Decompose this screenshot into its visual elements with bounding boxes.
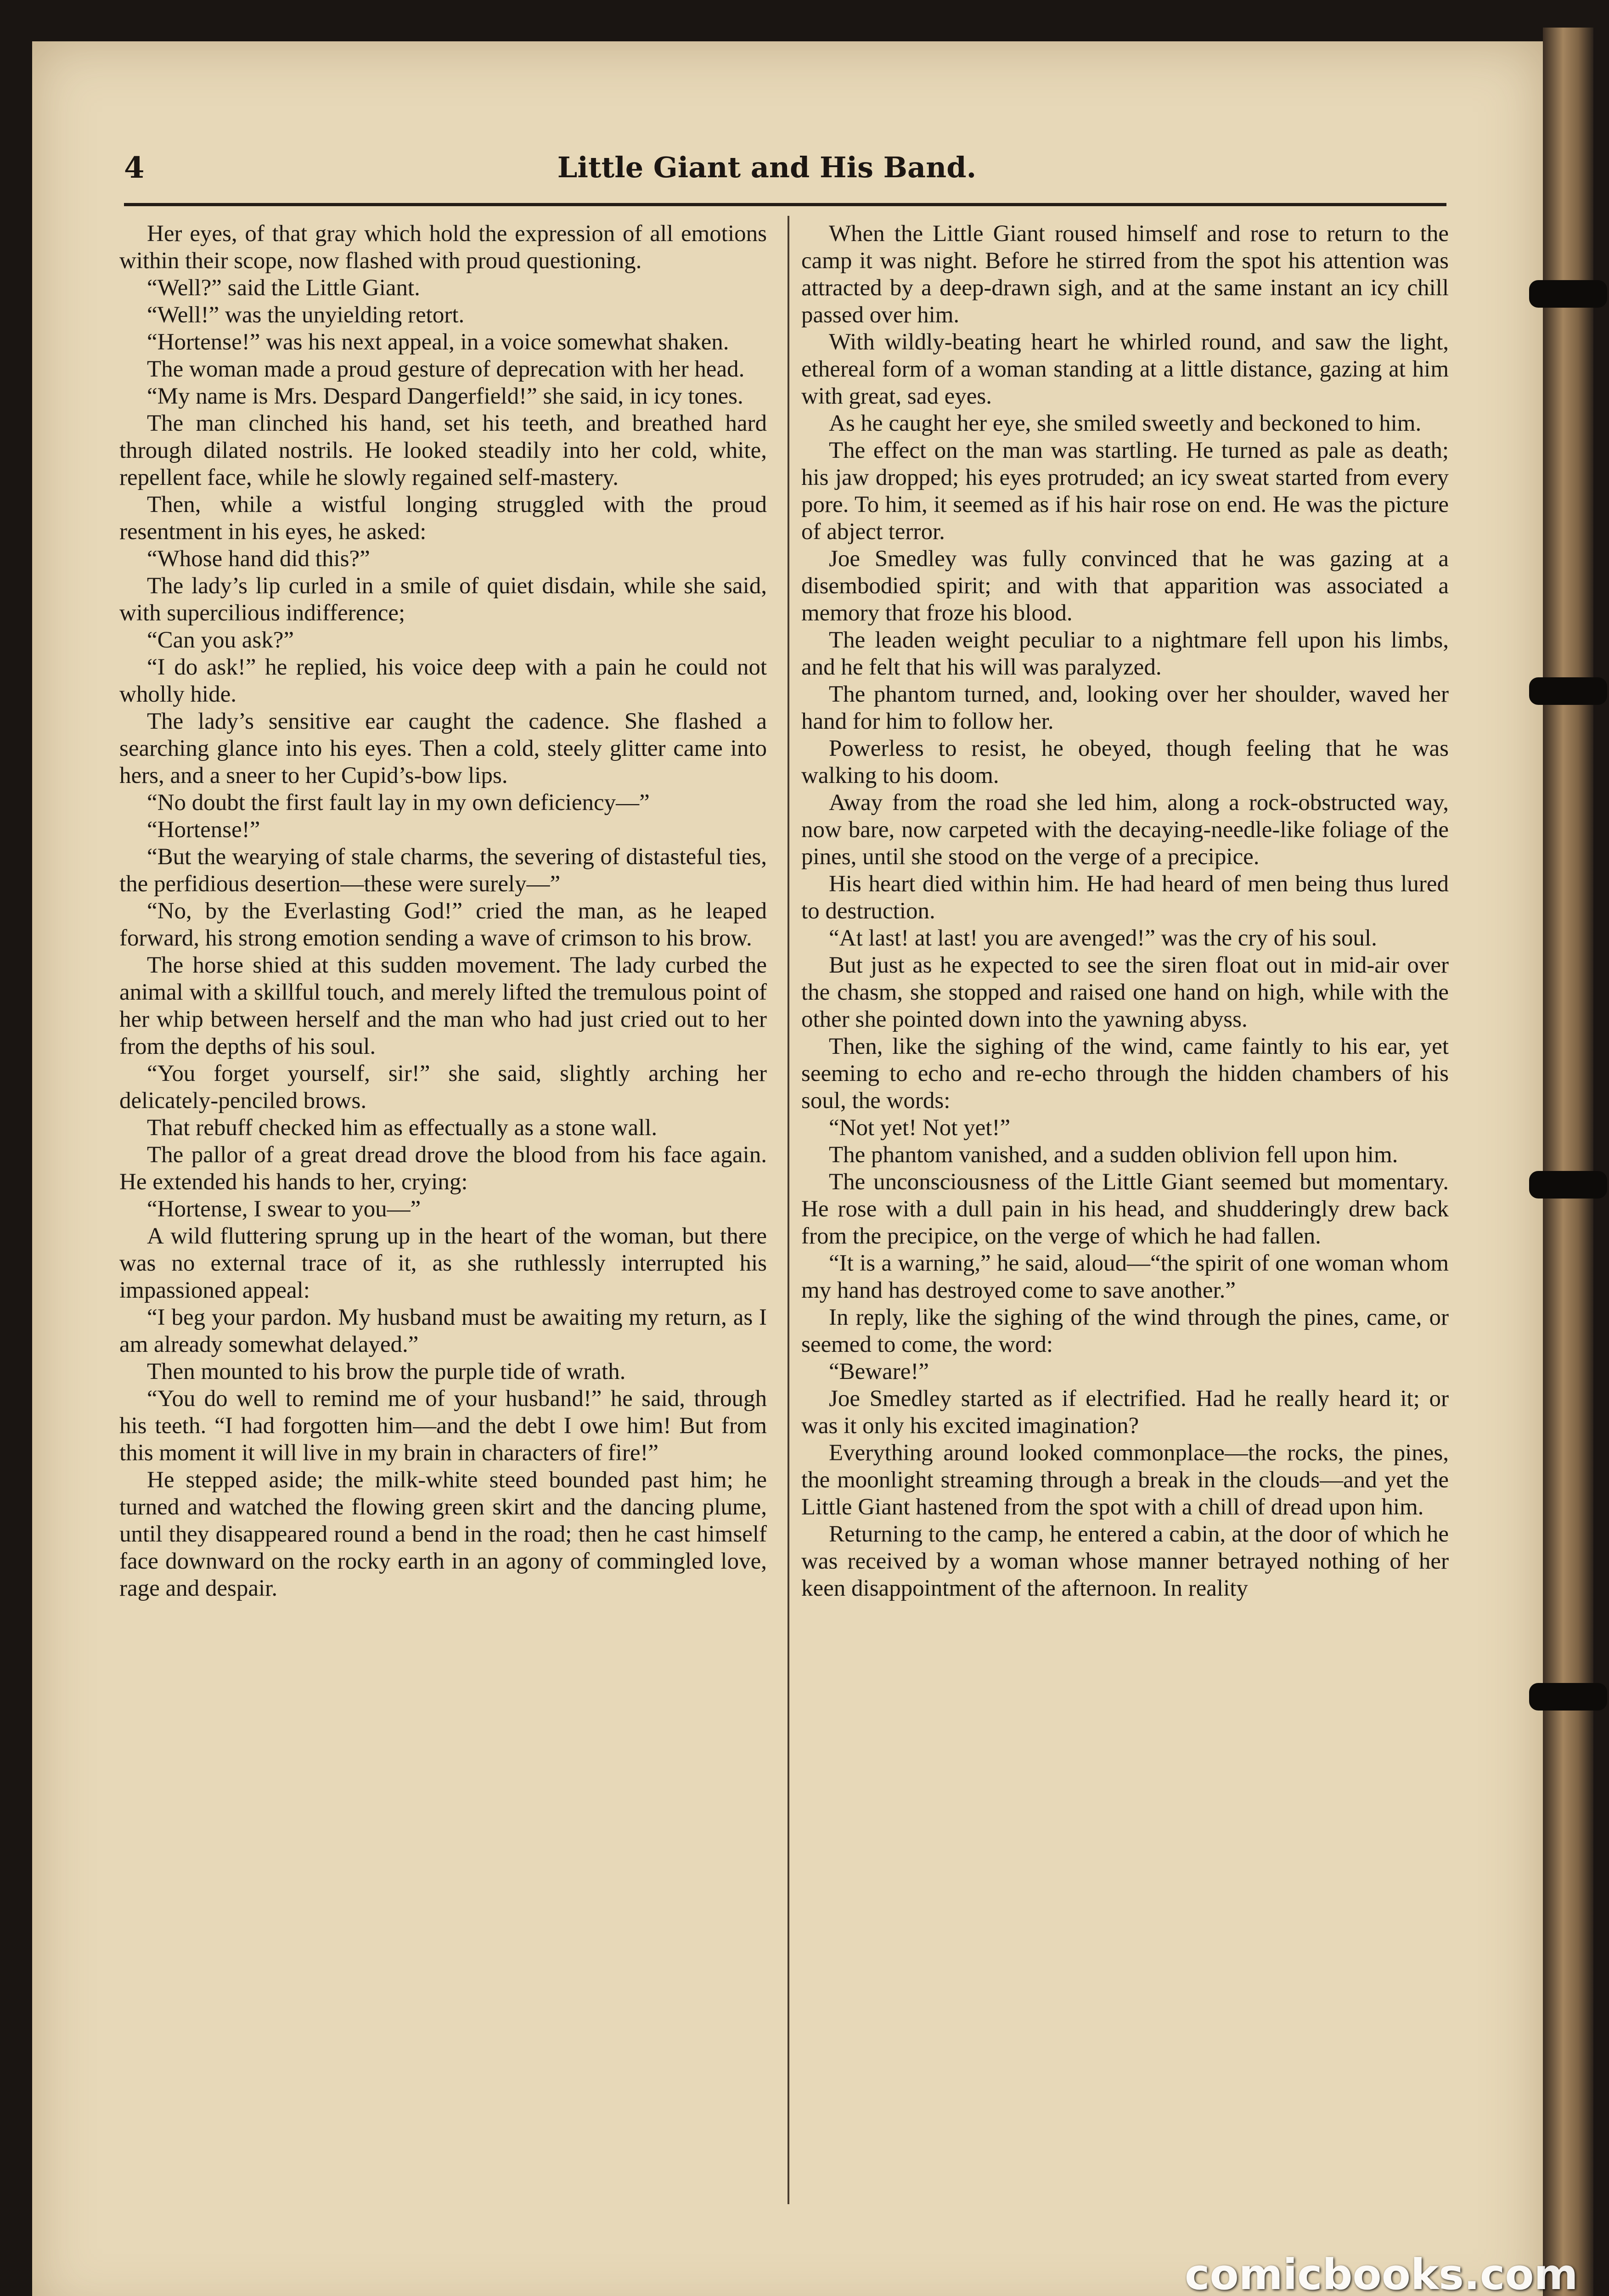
paragraph: The woman made a proud gesture of deprecation with her head. — [147, 356, 745, 382]
paragraph: Then mounted to his brow the purple tide of wrath. — [147, 1359, 626, 1384]
paragraph: “My name is Mrs. Despard Dangerfield!” she said, in icy tones. — [147, 383, 743, 409]
paragraph: “Can you ask?” — [147, 627, 294, 653]
paragraph: Returning to the camp, he entered a cabin, at the door of which he was received by a woman whose manner betrayed nothing of her keen disappointment of the afternoon. In reality — [801, 1521, 1449, 1601]
paragraph: Joe Smedley started as if electrified. Had he really heard it; or was it only his excited imagination? — [801, 1386, 1449, 1439]
paragraph: Powerless to resist, he obeyed, though feeling that he was walking to his doom. — [801, 736, 1449, 788]
paragraph: The phantom vanished, and a sudden oblivion fell upon him. — [829, 1142, 1398, 1168]
running-title: Little Giant and His Band. — [557, 151, 977, 184]
binding-hole — [1529, 677, 1607, 705]
paragraph: Then, like the sighing of the wind, came faintly to his ear, yet seeming to echo and re-echo through the hidden chambers of his soul, the words: — [801, 1034, 1449, 1114]
paragraph: The lady’s sensitive ear caught the cadence. She flashed a searching glance into his eyes. Then a cold, steely glitter came into hers, and a sneer to her Cupid’s-bow lips. — [119, 709, 767, 788]
left-column — [119, 220, 767, 1602]
paragraph: Her eyes, of that gray which hold the expression of all emotions within their scope, now flashed with proud questioning. — [119, 221, 767, 274]
site-watermark: comicbooks.com — [1185, 2250, 1578, 2296]
paragraph: “Hortense!” — [147, 817, 260, 843]
paragraph: Then, while a wistful longing struggled with the proud resentment in his eyes, he asked: — [119, 492, 767, 545]
paragraph: “You do well to remind me of your husband!” he said, through his teeth. “I had forgotten him—and the debt I owe him! But from this moment it will live in my brain in characters of fire!” — [119, 1386, 767, 1466]
column-divider — [788, 216, 789, 2204]
paragraph: In reply, like the sighing of the wind through the pines, came, or seemed to come, the word: — [801, 1305, 1449, 1357]
header-rule — [124, 203, 1446, 206]
paragraph: When the Little Giant roused himself and rose to return to the camp it was night. Before he stirred from the spot his attention was attracted by a deep-drawn sigh, and at the same instant an icy chill passed over him. — [801, 221, 1449, 328]
paragraph: But just as he expected to see the siren float out in mid-air over the chasm, she stopped and raised one hand on high, while with the other she pointed down into the yawning abyss. — [801, 952, 1449, 1032]
paragraph: “At last! at last! you are avenged!” was the cry of his soul. — [829, 925, 1377, 951]
paragraph: “But the wearying of stale charms, the severing of distasteful ties, the perfidious desertion—these were surely—” — [119, 844, 767, 897]
paragraph: “I do ask!” he replied, his voice deep with a pain he could not wholly hide. — [119, 654, 767, 707]
paragraph: That rebuff checked him as effectually as a stone wall. — [147, 1115, 658, 1141]
paragraph: The unconsciousness of the Little Giant seemed but momentary. He rose with a dull pain in his head, and shudderingly drew back from the precipice, on the verge of which he had fallen. — [801, 1169, 1449, 1249]
paragraph: A wild fluttering sprung up in the heart of the woman, but there was no external trace of it, as she ruthlessly interrupted his impassioned appeal: — [119, 1223, 767, 1303]
page-binding-edge — [1543, 28, 1593, 2296]
page-header — [87, 146, 1446, 197]
paragraph: The horse shied at this sudden movement. The lady curbed the animal with a skillful touch, and merely lifted the tremulous point of her whip between herself and the man who had just cried out to her from the depths of his soul. — [119, 952, 767, 1059]
page-number: 4 — [124, 151, 145, 185]
paragraph: The man clinched his hand, set his teeth, and breathed hard through dilated nostrils. He looked steadily into her cold, white, repellent face, while he slowly regained self-mastery. — [119, 411, 767, 490]
paragraph: The effect on the man was startling. He turned as pale as death; his jaw dropped; his eyes protruded; an icy sweat started from every pore. To him, it seemed as if his hair rose on end. He was the picture of abject terror. — [801, 438, 1449, 545]
binding-hole — [1529, 280, 1607, 308]
paragraph: As he caught her eye, she smiled sweetly and beckoned to him. — [829, 411, 1422, 436]
paragraph: “No, by the Everlasting God!” cried the man, as he leaped forward, his strong emotion sending a wave of crimson to his brow. — [119, 898, 767, 951]
paragraph: “Well?” said the Little Giant. — [147, 275, 420, 301]
paragraph: “No doubt the first fault lay in my own deficiency—” — [147, 790, 650, 816]
paragraph: “Hortense, I swear to you—” — [147, 1196, 421, 1222]
paragraph: “It is a warning,” he said, aloud—“the spirit of one woman whom my hand has destroyed come to save another.” — [801, 1250, 1449, 1303]
paragraph: His heart died within him. He had heard of men being thus lured to destruction. — [801, 871, 1449, 924]
paragraph: “Well!” was the unyielding retort. — [147, 302, 465, 328]
paragraph: Everything around looked commonplace—the rocks, the pines, the moonlight streaming through a break in the clouds—and yet the Little Giant hastened from the spot with a chill of dread upon him. — [801, 1440, 1449, 1520]
paragraph: The pallor of a great dread drove the blood from his face again. He extended his hands to her, crying: — [119, 1142, 767, 1195]
paragraph: He stepped aside; the milk-white steed bounded past him; he turned and watched the flowing green skirt and the dancing plume, until they disappeared round a bend in the road; then he cast himself face downward on the rocky earth in an agony of commingled love, rage and despair. — [119, 1467, 767, 1601]
paragraph: Joe Smedley was fully convinced that he was gazing at a disembodied spirit; and with that apparition was associated a memory that froze his blood. — [801, 546, 1449, 626]
paragraph: “Hortense!” was his next appeal, in a voice somewhat shaken. — [147, 329, 729, 355]
paragraph: “I beg your pardon. My husband must be awaiting my return, as I am already somewhat delayed.” — [119, 1305, 767, 1357]
right-column — [801, 220, 1449, 1602]
binding-hole — [1529, 1683, 1607, 1711]
paragraph: “Beware!” — [829, 1359, 929, 1384]
paragraph: “Whose hand did this?” — [147, 546, 370, 572]
paragraph: With wildly-beating heart he whirled round, and saw the light, ethereal form of a woman standing at a little distance, gazing at him with great, sad eyes. — [801, 329, 1449, 409]
paragraph: “You forget yourself, sir!” she said, slightly arching her delicately-penciled brows. — [119, 1061, 767, 1114]
paragraph: The leaden weight peculiar to a nightmare fell upon his limbs, and he felt that his will was paralyzed. — [801, 627, 1449, 680]
binding-hole — [1529, 1171, 1607, 1199]
paragraph: Away from the road she led him, along a rock-obstructed way, now bare, now carpeted with the decaying-needle-like foliage of the pines, until she stood on the verge of a precipice. — [801, 790, 1449, 870]
paragraph: The phantom turned, and, looking over her shoulder, waved her hand for him to follow her. — [801, 681, 1449, 734]
paragraph: “Not yet! Not yet!” — [829, 1115, 1011, 1141]
paragraph: The lady’s lip curled in a smile of quiet disdain, while she said, with supercilious indifference; — [119, 573, 767, 626]
